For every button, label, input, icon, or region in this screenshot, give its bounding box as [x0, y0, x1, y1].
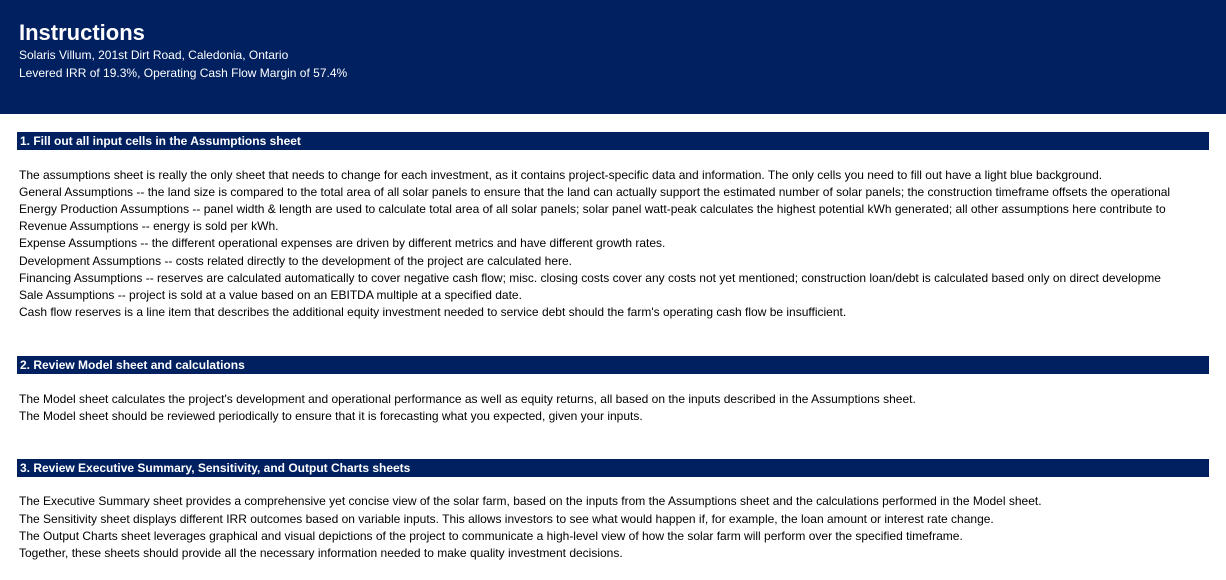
section-1-line: Expense Assumptions -- the different operational expenses are driven by different metrics and have different growth rates. [19, 236, 666, 250]
section-1-line: Energy Production Assumptions -- panel width & length are used to calculate total area of all solar panels; solar panel watt-peak calculates the highest potential kWh generated; all other assumptions here contribute to [19, 202, 1166, 216]
section-1-line: Cash flow reserves is a line item that describes the additional equity investment needed to service debt should the farm's operating cash flow be insufficient. [19, 305, 847, 319]
section-3-line: Together, these sheets should provide all the necessary information needed to make quality investment decisions. [19, 546, 623, 560]
section-2-heading: 2. Review Model sheet and calculations [17, 356, 1209, 374]
section-1-line: Development Assumptions -- costs related directly to the development of the project are calculated here. [19, 254, 572, 268]
section-3-line: The Output Charts sheet leverages graphical and visual depictions of the project to communicate a high-level view of how the solar farm will perform over the specified timeframe. [19, 529, 963, 543]
section-1-line: The assumptions sheet is really the only sheet that needs to change for each investment, as it contains project-specific data and information. The only cells you need to fill out have a light blue background. [19, 168, 1103, 182]
project-address: Solaris Villum, 201st Dirt Road, Caledonia, Ontario [19, 48, 289, 62]
section-1-line: General Assumptions -- the land size is compared to the total area of all solar panels to ensure that the land can actually support the estimated number of solar panels; the construction timeframe offsets the operational [19, 185, 1171, 199]
section-3-line: The Executive Summary sheet provides a comprehensive yet concise view of the solar farm, based on the inputs from the Assumptions sheet and the calculations performed in the Model sheet. [19, 494, 1042, 508]
section-1-line: Sale Assumptions -- project is sold at a value based on an EBITDA multiple at a specified date. [19, 288, 522, 302]
page-title: Instructions [19, 20, 145, 45]
section-1-heading: 1. Fill out all input cells in the Assumptions sheet [17, 132, 1209, 150]
project-metrics: Levered IRR of 19.3%, Operating Cash Flow Margin of 57.4% [19, 66, 348, 80]
section-2-line: The Model sheet should be reviewed periodically to ensure that it is forecasting what you expected, given your inputs. [19, 409, 643, 423]
section-2-line: The Model sheet calculates the project's development and operational performance as well as equity returns, all based on the inputs described in the Assumptions sheet. [19, 392, 916, 406]
section-1-line: Revenue Assumptions -- energy is sold per kWh. [19, 219, 279, 233]
section-3-line: The Sensitivity sheet displays different IRR outcomes based on variable inputs. This allows investors to see what would happen if, for example, the loan amount or interest rate change. [19, 512, 994, 526]
header-banner [0, 0, 1226, 114]
section-1-line: Financing Assumptions -- reserves are calculated automatically to cover negative cash flow; misc. closing costs cover any costs not yet mentioned; construction loan/debt is calculated based only on direct developme [19, 271, 1161, 285]
section-3-heading: 3. Review Executive Summary, Sensitivity, and Output Charts sheets [17, 459, 1209, 477]
